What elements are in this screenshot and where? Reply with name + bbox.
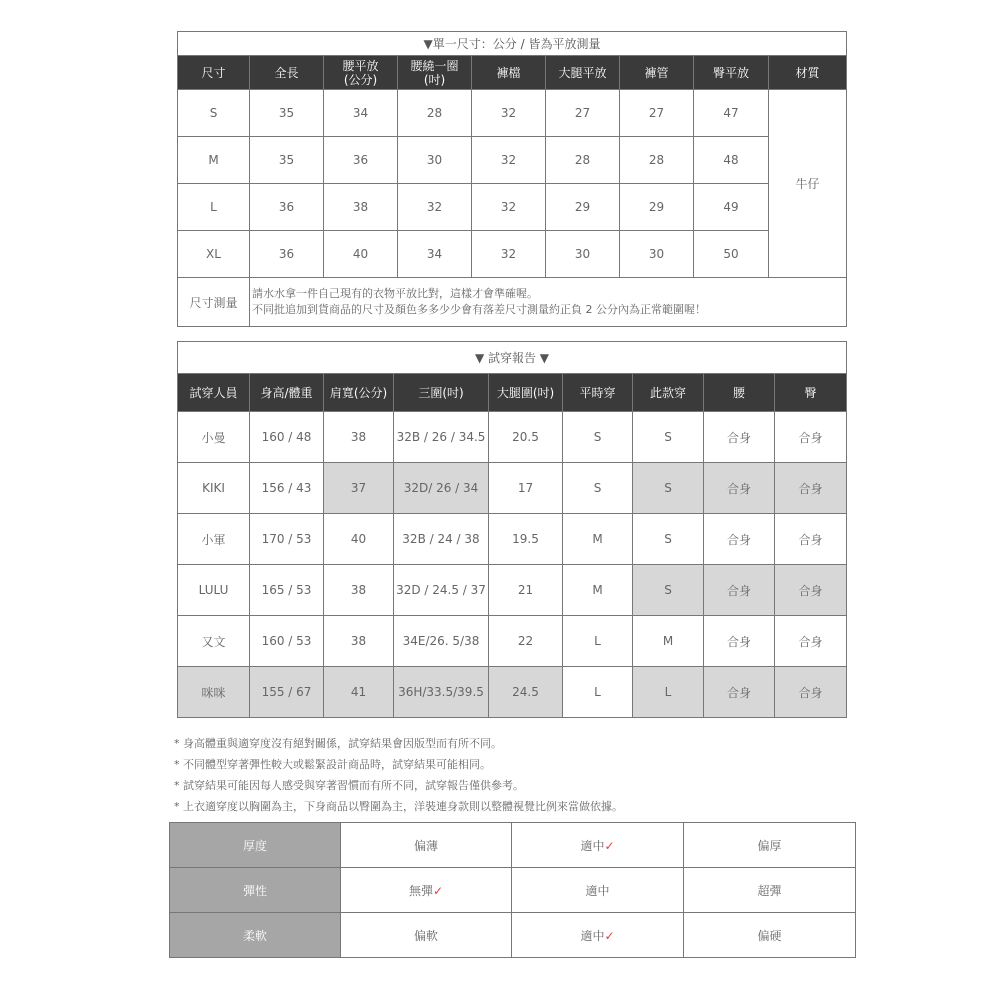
measure-label: 尺寸測量 [178, 278, 250, 327]
size-header-hip: 臀平放 [694, 56, 769, 90]
fit-report-cell: 合身 [704, 514, 775, 565]
size-value: 34 [324, 90, 398, 137]
fabric-option [512, 868, 684, 913]
size-value: 50 [694, 231, 769, 278]
fit-report-cell: 合身 [775, 616, 847, 667]
fit-report-cell: 合身 [704, 565, 775, 616]
fit-report-cell: 40 [324, 514, 394, 565]
fabric-label: 彈性 [170, 868, 341, 913]
fabric-option [341, 823, 512, 868]
fit-tester-name: KIKI [178, 463, 250, 514]
fit-report-cell: 170 / 53 [250, 514, 324, 565]
fabric-option [684, 913, 856, 958]
fit-note: * 身高體重與適穿度沒有絕對關係，試穿結果會因版型而有所不同。 [174, 737, 502, 750]
fabric-option [684, 823, 856, 868]
fit-tester-name: LULU [178, 565, 250, 616]
fit-report-row [178, 667, 847, 718]
fit-header-waist: 腰 [704, 374, 775, 412]
size-row-s [178, 90, 847, 137]
fit-tester-name: 咪咪 [178, 667, 250, 718]
fit-report-cell: 合身 [775, 463, 847, 514]
size-label: S [178, 90, 250, 137]
size-value: 35 [250, 90, 324, 137]
measure-note [250, 278, 847, 327]
size-value: 29 [620, 184, 694, 231]
fabric-label: 厚度 [170, 823, 341, 868]
measure-note-line-1: 請水水拿一件自己現有的衣物平放比對，這樣才會準確喔。 [252, 287, 538, 300]
fit-report-cell: L [563, 667, 633, 718]
size-value: 40 [324, 231, 398, 278]
size-label: L [178, 184, 250, 231]
fit-report-cell: 合身 [704, 616, 775, 667]
fabric-option [512, 913, 684, 958]
fit-header-hip: 臀 [775, 374, 847, 412]
fit-notes-list [174, 733, 874, 817]
fit-report-cell: 合身 [704, 667, 775, 718]
fit-report-cell: 41 [324, 667, 394, 718]
size-value: 32 [472, 137, 546, 184]
size-row-l [178, 184, 847, 231]
size-header-material: 材質 [769, 56, 847, 90]
size-header-thigh: 大腿平放 [546, 56, 620, 90]
size-value: 27 [546, 90, 620, 137]
size-value: 28 [398, 90, 472, 137]
fit-report-row [178, 514, 847, 565]
size-value: 32 [472, 231, 546, 278]
size-value: 28 [620, 137, 694, 184]
fit-report-cell: S [633, 514, 704, 565]
fit-report-row [178, 616, 847, 667]
fit-tester-name: 小軍 [178, 514, 250, 565]
fit-header-this-size: 此款穿 [633, 374, 704, 412]
fit-report-cell: 38 [324, 616, 394, 667]
fit-report-cell: 32B / 26 / 34.5 [394, 412, 489, 463]
fit-report-cell: M [563, 565, 633, 616]
size-value: 32 [472, 184, 546, 231]
fit-report-cell: 37 [324, 463, 394, 514]
fit-report-cell: 合身 [704, 412, 775, 463]
fabric-option-label: 偏硬 [757, 928, 782, 943]
size-chart-table [177, 31, 847, 327]
fit-note: * 不同體型穿著彈性較大或鬆緊設計商品時，試穿結果可能相同。 [174, 758, 491, 771]
fabric-option-label: 適中 [580, 838, 605, 853]
fabric-option-label: 超彈 [757, 883, 782, 898]
size-value: 35 [250, 137, 324, 184]
size-value: 34 [398, 231, 472, 278]
fit-report-cell: 32B / 24 / 38 [394, 514, 489, 565]
size-header-waist-flat [324, 56, 398, 90]
fit-header-shoulder: 肩寬(公分) [324, 374, 394, 412]
check-mark-icon: ✓ [604, 928, 615, 943]
size-value: 36 [324, 137, 398, 184]
fit-report-row [178, 412, 847, 463]
fit-report-cell: 38 [324, 565, 394, 616]
size-header-leg-opening: 褲管 [620, 56, 694, 90]
fit-report-cell: 合身 [704, 463, 775, 514]
size-row-xl [178, 231, 847, 278]
size-value: 38 [324, 184, 398, 231]
fit-report-row [178, 565, 847, 616]
fit-report-cell: 32D/ 26 / 34 [394, 463, 489, 514]
fabric-option-label: 適中 [580, 928, 605, 943]
fabric-row [170, 913, 856, 958]
fabric-option [341, 913, 512, 958]
fit-note: * 試穿結果可能因每人感受與穿著習慣而有所不同，試穿報告僅供參考。 [174, 779, 524, 792]
size-value: 36 [250, 231, 324, 278]
fit-report-cell: 21 [489, 565, 563, 616]
fit-report-cell: 155 / 67 [250, 667, 324, 718]
fit-tester-name: 又文 [178, 616, 250, 667]
size-value: 49 [694, 184, 769, 231]
fabric-option [341, 868, 512, 913]
size-header-rise: 褲檔 [472, 56, 546, 90]
fit-report-cell: 36H/33.5/39.5 [394, 667, 489, 718]
size-header-length: 全長 [250, 56, 324, 90]
fit-report-caption: ▼ 試穿報告 ▼ [178, 342, 847, 374]
fit-report-cell: 24.5 [489, 667, 563, 718]
fit-report-cell: 20.5 [489, 412, 563, 463]
fit-report-cell: 38 [324, 412, 394, 463]
fit-report-table [177, 341, 847, 718]
fit-report-cell: L [633, 667, 704, 718]
size-header-waist-around-label: 腰繞一圈 (吋) [410, 58, 459, 87]
fit-report-cell: 160 / 53 [250, 616, 324, 667]
check-mark-icon: ✓ [604, 838, 615, 853]
fit-report-cell: 156 / 43 [250, 463, 324, 514]
size-value: 29 [546, 184, 620, 231]
size-value: 30 [620, 231, 694, 278]
size-value: 30 [546, 231, 620, 278]
material-value: 牛仔 [769, 90, 847, 278]
fit-report-cell: 合身 [775, 412, 847, 463]
fit-report-cell: 17 [489, 463, 563, 514]
size-value: 36 [250, 184, 324, 231]
size-header-waist-around [398, 56, 472, 90]
size-value: 30 [398, 137, 472, 184]
fabric-option [512, 823, 684, 868]
fit-report-cell: 32D / 24.5 / 37 [394, 565, 489, 616]
fit-header-measurements: 三圍(吋) [394, 374, 489, 412]
size-row-m [178, 137, 847, 184]
fit-header-usual-size: 平時穿 [563, 374, 633, 412]
fit-report-cell: L [563, 616, 633, 667]
fit-report-cell: S [633, 565, 704, 616]
measure-note-row [178, 278, 847, 327]
fit-report-cell: 合身 [775, 514, 847, 565]
fabric-option-label: 偏厚 [757, 838, 782, 853]
fabric-label: 柔軟 [170, 913, 341, 958]
size-label: XL [178, 231, 250, 278]
measure-note-line-2: 不同批追加到貨商品的尺寸及顏色多多少少會有落差尺寸測量約正負 2 公分內為正常範圍喔！ [252, 303, 706, 316]
fabric-option-label: 適中 [585, 883, 610, 898]
fit-report-cell: 160 / 48 [250, 412, 324, 463]
size-header-size: 尺寸 [178, 56, 250, 90]
fit-report-cell: 合身 [775, 565, 847, 616]
fit-report-cell: S [563, 463, 633, 514]
size-header-waist-flat-label: 腰平放 (公分) [342, 58, 379, 87]
fit-report-cell: S [563, 412, 633, 463]
size-value: 27 [620, 90, 694, 137]
fit-note: * 上衣適穿度以胸圍為主，下身商品以臀圍為主，洋裝連身款則以整體視覺比例來當做依據。 [174, 800, 623, 813]
size-label: M [178, 137, 250, 184]
fit-report-cell: M [633, 616, 704, 667]
fabric-option-label: 偏薄 [413, 838, 438, 853]
size-value: 32 [472, 90, 546, 137]
fit-report-cell: 34E/26. 5/38 [394, 616, 489, 667]
fabric-row [170, 823, 856, 868]
size-value: 48 [694, 137, 769, 184]
size-chart-caption: ▼單一尺寸：公分 / 皆為平放測量 [178, 32, 847, 56]
fit-report-cell: 19.5 [489, 514, 563, 565]
fit-report-cell: M [563, 514, 633, 565]
size-value: 32 [398, 184, 472, 231]
fabric-row [170, 868, 856, 913]
fit-report-cell: S [633, 412, 704, 463]
fabric-option-label: 偏軟 [413, 928, 438, 943]
fabric-option [684, 868, 856, 913]
fit-header-height-weight: 身高/體重 [250, 374, 324, 412]
fabric-option-label: 無彈 [408, 883, 433, 898]
fit-tester-name: 小曼 [178, 412, 250, 463]
size-value: 28 [546, 137, 620, 184]
fit-header-thigh: 大腿圍(吋) [489, 374, 563, 412]
fit-report-cell: 165 / 53 [250, 565, 324, 616]
fit-report-cell: S [633, 463, 704, 514]
fabric-properties-table [169, 822, 856, 958]
fit-report-cell: 合身 [775, 667, 847, 718]
check-mark-icon: ✓ [432, 883, 444, 898]
size-value: 47 [694, 90, 769, 137]
fit-report-cell: 22 [489, 616, 563, 667]
fit-report-row [178, 463, 847, 514]
fit-header-tester: 試穿人員 [178, 374, 250, 412]
